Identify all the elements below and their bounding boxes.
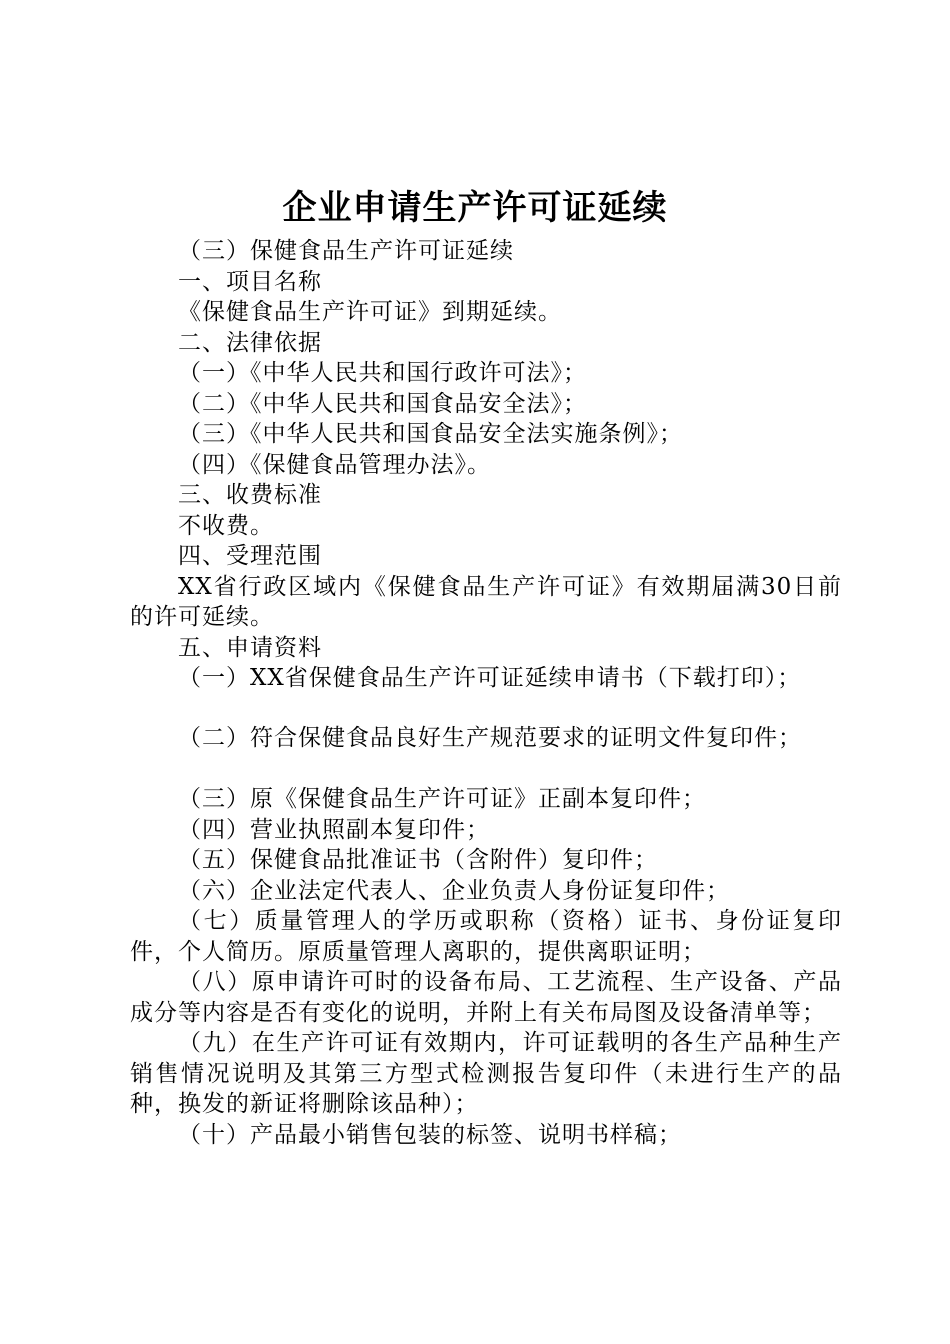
document-title: 企业申请生产许可证延续 — [282, 188, 668, 228]
material-item-9: （九）在生产许可证有效期内，许可证载明的各生产品种生产销售情况说明及其第三方型式检测报告复印件（未进行生产的品种，换发的新证将删除该品种）； — [130, 1030, 842, 1117]
legal-item-4: （四）《保健食品管理办法》。 — [178, 451, 491, 478]
blank-line — [130, 753, 842, 784]
paragraph-acceptance-scope: XX省行政区域内《保健食品生产许可证》有效期届满30日前的许可延续。 — [130, 573, 842, 630]
material-item-4: （四）营业执照副本复印件； — [178, 816, 490, 843]
section-heading: （三）保健食品生产许可证延续 — [178, 238, 514, 264]
material-item-6: （六）企业法定代表人、企业负责人身份证复印件； — [178, 877, 730, 904]
heading-acceptance-scope: 四、受理范围 — [178, 543, 322, 569]
heading-application-materials: 五、申请资料 — [178, 634, 322, 661]
legal-item-2: （二）《中华人民共和国食品安全法》； — [178, 390, 587, 417]
document-body — [130, 236, 842, 1150]
legal-item-3: （三）《中华人民共和国食品安全法实施条例》； — [178, 421, 683, 447]
material-item-2: （二）符合保健食品良好生产规范要求的证明文件复印件； — [178, 724, 802, 751]
legal-item-1: （一）《中华人民共和国行政许可法》； — [178, 360, 587, 386]
paragraph-project-name: 《保健食品生产许可证》到期延续。 — [178, 299, 562, 325]
heading-fee-standard: 三、收费标准 — [178, 482, 322, 508]
heading-project-name: 一、项目名称 — [178, 268, 322, 295]
material-item-10: （十）产品最小销售包装的标签、说明书样稿； — [178, 1121, 682, 1148]
material-item-3: （三）原《保健食品生产许可证》正副本复印件； — [178, 786, 706, 812]
heading-legal-basis: 二、法律依据 — [178, 329, 322, 356]
paragraph-fee-standard: 不收费。 — [178, 512, 274, 539]
material-item-5: （五）保健食品批准证书（含附件）复印件； — [178, 847, 658, 873]
material-item-7: （七）质量管理人的学历或职称（资格）证书、身份证复印件，个人简历。原质量管理人离职的，提供离职证明； — [130, 908, 842, 965]
blank-line — [130, 694, 842, 723]
material-item-1: （一）XX省保健食品生产许可证延续申请书（下载打印）； — [178, 665, 802, 691]
material-item-8: （八）原申请许可时的设备布局、工艺流程、生产设备、产品成分等内容是否有变化的说明，并附上有关布局图及设备清单等； — [130, 969, 842, 1026]
